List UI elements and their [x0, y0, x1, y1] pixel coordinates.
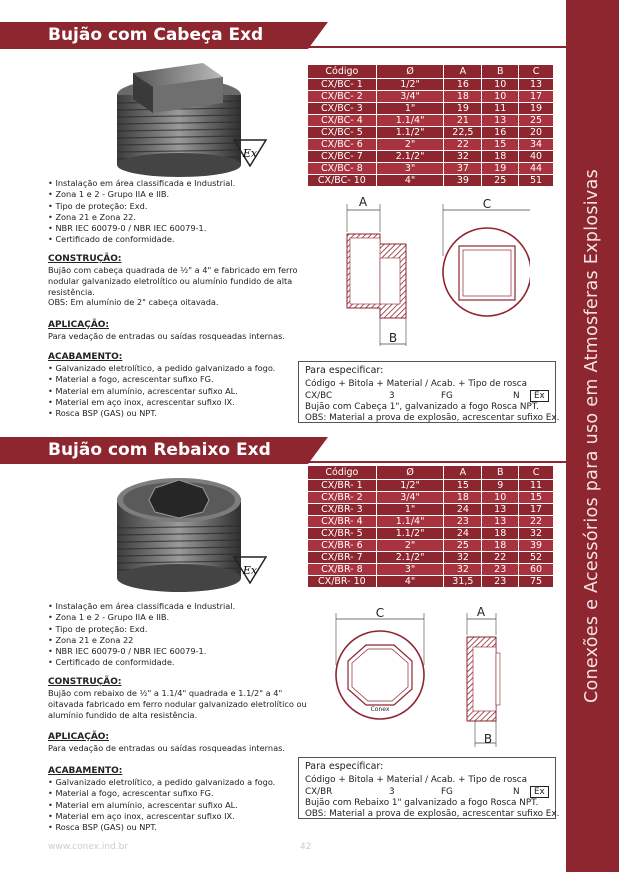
- table-header-row: [308, 65, 554, 79]
- feature-item: • Certificado de conformidade.: [48, 657, 235, 668]
- cell-c: 51: [519, 175, 554, 187]
- table-row: [308, 151, 554, 163]
- feature-item: • Zona 21 e Zona 22: [48, 635, 235, 646]
- cell-c: 17: [519, 504, 554, 516]
- dimension-c-label: C: [375, 606, 385, 620]
- cell-c: 40: [519, 151, 554, 163]
- cell-a: 18: [444, 492, 482, 504]
- table-body: [308, 79, 554, 187]
- table-row: [308, 516, 554, 528]
- header-a: A: [444, 466, 482, 480]
- aplicacao-heading: APLICAÇÃO:: [48, 320, 110, 330]
- cell-b: 19: [482, 163, 519, 175]
- aplicacao-text: Para vedação de entradas ou saídas rosqueadas internas.: [48, 743, 285, 753]
- specification-box: [298, 361, 560, 423]
- header-b: B: [482, 65, 519, 79]
- specify-rosca: N: [513, 787, 520, 797]
- cell-c: 13: [519, 79, 554, 91]
- feature-item: • NBR IEC 60079-0 / NBR IEC 60079-1.: [48, 646, 235, 657]
- cell-c: 22: [519, 516, 554, 528]
- table-header-row: [308, 466, 554, 480]
- table-row: [308, 103, 554, 115]
- table-row: [308, 504, 554, 516]
- cell-a: 24: [444, 504, 482, 516]
- cell-b: 23: [482, 564, 519, 576]
- specify-formula: Código + Bitola + Material / Acab. + Tipo de rosca: [305, 775, 528, 785]
- cell-diameter: 1.1/4": [376, 516, 444, 528]
- page-number: 42: [300, 842, 312, 852]
- dimension-b-label: B: [483, 732, 493, 746]
- specify-material: FG: [441, 787, 453, 797]
- cell-a: 25: [444, 540, 482, 552]
- specify-obs: OBS: Material a prova de explosão, acrescentar sufixo Ex.: [305, 413, 560, 423]
- section-title: Bujão com Cabeça Exd: [48, 25, 264, 45]
- cell-b: 22: [482, 552, 519, 564]
- cell-codigo: CX/BC- 5: [308, 127, 377, 139]
- cell-b: 10: [482, 79, 519, 91]
- acabamento-item: • Material em alumínio, acrescentar sufixo AL.: [48, 386, 275, 397]
- cell-c: 17: [519, 91, 554, 103]
- cell-codigo: CX/BR- 5: [308, 528, 377, 540]
- title-rule: [308, 461, 566, 463]
- table-row: [308, 91, 554, 103]
- cell-a: 24: [444, 528, 482, 540]
- cell-diameter: 3": [376, 564, 444, 576]
- cell-c: 11: [519, 480, 554, 492]
- cell-c: 39: [519, 540, 554, 552]
- cell-diameter: 3/4": [376, 91, 444, 103]
- dimension-c-label: C: [482, 197, 492, 211]
- cell-a: 22: [444, 139, 482, 151]
- cell-a: 31,5: [444, 576, 482, 588]
- cell-b: 25: [482, 175, 519, 187]
- specify-material: FG: [441, 391, 453, 401]
- sidebar-title: Conexões e Acessórios para uso em Atmosferas Explosivas: [582, 168, 602, 704]
- cell-codigo: CX/BR- 2: [308, 492, 377, 504]
- specify-example: Bujão com Cabeça 1", galvanizado a fogo Rosca NPT.: [305, 402, 539, 412]
- cell-codigo: CX/BC- 3: [308, 103, 377, 115]
- cell-diameter: 3/4": [376, 492, 444, 504]
- dimension-b-label: B: [388, 331, 398, 345]
- specification-box: [298, 757, 560, 819]
- specify-heading: Para especificar:: [305, 761, 384, 772]
- cell-codigo: CX/BC- 6: [308, 139, 377, 151]
- construcao-text: Bujão com rebaixo de ½" a 1.1/4" quadrada e 1.1/2" a 4" oitavada fabricado em ferro nodular galvanizado eletrolítico ou alumínio fundido de alta resistência.: [48, 688, 307, 720]
- acabamento-item: • Material a fogo, acrescentar sufixo FG.: [48, 374, 275, 385]
- construcao-heading: CONSTRUÇÃO:: [48, 254, 122, 264]
- cell-a: 39: [444, 175, 482, 187]
- feature-item: • Tipo de proteção: Exd.: [48, 201, 235, 212]
- cell-b: 18: [482, 151, 519, 163]
- cell-a: 37: [444, 163, 482, 175]
- cell-codigo: CX/BC- 8: [308, 163, 377, 175]
- specify-obs: OBS: Material a prova de explosão, acrescentar sufixo Ex.: [305, 809, 560, 819]
- cell-a: 19: [444, 103, 482, 115]
- cell-b: 13: [482, 516, 519, 528]
- table-row: [308, 492, 554, 504]
- acabamento-item: • Galvanizado eletrolítico, a pedido galvanizado a fogo.: [48, 777, 275, 788]
- acabamento-heading: ACABAMENTO:: [48, 352, 123, 362]
- header-codigo: Código: [308, 466, 377, 480]
- cell-codigo: CX/BC- 2: [308, 91, 377, 103]
- header-c: C: [519, 65, 554, 79]
- aplicacao-text: Para vedação de entradas ou saídas rosqueadas internas.: [48, 331, 285, 341]
- features-list: [48, 601, 235, 669]
- drawing-brand-label: Conex: [370, 706, 390, 713]
- svg-text:Ex: Ex: [242, 147, 258, 160]
- technical-drawing: [330, 196, 530, 351]
- acabamento-heading: ACABAMENTO:: [48, 766, 123, 776]
- features-list: [48, 178, 235, 246]
- cell-c: 34: [519, 139, 554, 151]
- feature-item: • Zona 1 e 2 - Grupo IIA e IIB.: [48, 612, 235, 623]
- cell-diameter: 3": [376, 163, 444, 175]
- svg-text:Ex: Ex: [242, 564, 258, 577]
- cell-c: 75: [519, 576, 554, 588]
- cell-a: 32: [444, 552, 482, 564]
- cell-b: 16: [482, 127, 519, 139]
- section-title-bar: [0, 22, 308, 49]
- cell-b: 10: [482, 492, 519, 504]
- header-diameter: Ø: [376, 65, 444, 79]
- feature-item: • NBR IEC 60079-0 / NBR IEC 60079-1.: [48, 223, 235, 234]
- cell-a: 32: [444, 564, 482, 576]
- specify-code: CX/BR: [305, 787, 333, 797]
- table-row: [308, 79, 554, 91]
- dimension-a-label: A: [358, 196, 368, 209]
- cell-b: 15: [482, 139, 519, 151]
- table-row: [308, 163, 554, 175]
- cell-diameter: 1.1/2": [376, 127, 444, 139]
- table-row: [308, 175, 554, 187]
- footer-url: www.conex.ind.br: [48, 842, 129, 852]
- table-row: [308, 552, 554, 564]
- header-a: A: [444, 65, 482, 79]
- cell-diameter: 4": [376, 576, 444, 588]
- cell-a: 16: [444, 79, 482, 91]
- acabamento-item: • Rosca BSP (GAS) ou NPT.: [48, 408, 275, 419]
- cell-codigo: CX/BR- 10: [308, 576, 377, 588]
- cell-diameter: 4": [376, 175, 444, 187]
- specify-formula: Código + Bitola + Material / Acab. + Tipo de rosca: [305, 379, 528, 389]
- cell-b: 9: [482, 480, 519, 492]
- cell-c: 52: [519, 552, 554, 564]
- construcao-text: Bujão com cabeça quadrada de ½" a 4" e fabricado em ferro nodular galvanizado eletrolítico ou alumínio fundido de alta resistência.: [48, 265, 298, 297]
- cell-a: 32: [444, 151, 482, 163]
- feature-item: • Certificado de conformidade.: [48, 234, 235, 245]
- title-rule: [308, 46, 566, 48]
- cell-diameter: 1/2": [376, 480, 444, 492]
- specify-example: Bujão com Rebaixo 1" galvanizado a fogo Rosca NPT.: [305, 798, 539, 808]
- cell-codigo: CX/BC- 7: [308, 151, 377, 163]
- table-row: [308, 127, 554, 139]
- acabamento-item: • Material em alumínio, acrescentar sufixo AL.: [48, 800, 275, 811]
- cell-codigo: CX/BR- 3: [308, 504, 377, 516]
- table-body: [308, 480, 554, 588]
- cell-c: 32: [519, 528, 554, 540]
- cell-b: 18: [482, 540, 519, 552]
- cell-codigo: CX/BR- 8: [308, 564, 377, 576]
- cell-codigo: CX/BR- 7: [308, 552, 377, 564]
- table-row: [308, 540, 554, 552]
- cell-c: 19: [519, 103, 554, 115]
- specify-bitola: 3: [389, 787, 395, 797]
- technical-drawing: [330, 605, 530, 750]
- acabamento-list: [48, 777, 275, 833]
- cell-codigo: CX/BR- 6: [308, 540, 377, 552]
- acabamento-item: • Material a fogo, acrescentar sufixo FG.: [48, 788, 275, 799]
- cell-diameter: 2.1/2": [376, 552, 444, 564]
- acabamento-item: • Material em aço inox, acrescentar sufixo IX.: [48, 811, 275, 822]
- feature-item: • Zona 21 e Zona 22.: [48, 212, 235, 223]
- cell-b: 23: [482, 576, 519, 588]
- cell-diameter: 2.1/2": [376, 151, 444, 163]
- feature-item: • Instalação em área classificada e Industrial.: [48, 178, 235, 189]
- specify-heading: Para especificar:: [305, 365, 384, 376]
- cell-a: 15: [444, 480, 482, 492]
- construcao-heading: CONSTRUÇÃO:: [48, 677, 122, 687]
- dimensions-table: [307, 64, 554, 187]
- table-row: [308, 139, 554, 151]
- header-diameter: Ø: [376, 466, 444, 480]
- cell-b: 11: [482, 103, 519, 115]
- feature-item: • Instalação em área classificada e Industrial.: [48, 601, 235, 612]
- table-row: [308, 480, 554, 492]
- acabamento-item: • Rosca BSP (GAS) ou NPT.: [48, 822, 275, 833]
- cell-codigo: CX/BR- 4: [308, 516, 377, 528]
- specify-ex-box: Ex: [530, 786, 549, 798]
- cell-b: 18: [482, 528, 519, 540]
- specify-bitola: 3: [389, 391, 395, 401]
- cell-a: 23: [444, 516, 482, 528]
- cell-b: 13: [482, 504, 519, 516]
- cell-c: 44: [519, 163, 554, 175]
- cell-diameter: 1.1/4": [376, 115, 444, 127]
- header-codigo: Código: [308, 65, 377, 79]
- table-row: [308, 115, 554, 127]
- cell-diameter: 1": [376, 504, 444, 516]
- specify-ex-box: Ex: [530, 390, 549, 402]
- feature-item: • Tipo de proteção: Exd.: [48, 624, 235, 635]
- cell-c: 20: [519, 127, 554, 139]
- cell-diameter: 1.1/2": [376, 528, 444, 540]
- feature-item: • Zona 1 e 2 - Grupo IIA e IIB.: [48, 189, 235, 200]
- section-title: Bujão com Rebaixo Exd: [48, 440, 271, 460]
- acabamento-list: [48, 363, 275, 419]
- cell-diameter: 1": [376, 103, 444, 115]
- cell-codigo: CX/BC- 4: [308, 115, 377, 127]
- specify-rosca: N: [513, 391, 520, 401]
- cell-diameter: 2": [376, 139, 444, 151]
- ex-certification-icon: [233, 139, 267, 167]
- acabamento-item: • Galvanizado eletrolítico, a pedido galvanizado a fogo.: [48, 363, 275, 374]
- aplicacao-heading: APLICAÇÃO:: [48, 732, 110, 742]
- cell-diameter: 1/2": [376, 79, 444, 91]
- dimension-a-label: A: [476, 605, 486, 619]
- cell-a: 22,5: [444, 127, 482, 139]
- cell-codigo: CX/BC- 10: [308, 175, 377, 187]
- table-row: [308, 576, 554, 588]
- header-c: C: [519, 466, 554, 480]
- ex-certification-icon: [233, 556, 267, 584]
- table-row: [308, 528, 554, 540]
- construcao-obs: OBS: Em alumínio de 2" cabeça oitavada.: [48, 297, 219, 307]
- header-b: B: [482, 466, 519, 480]
- cell-c: 60: [519, 564, 554, 576]
- cell-a: 18: [444, 91, 482, 103]
- cell-c: 25: [519, 115, 554, 127]
- dimensions-table: [307, 465, 554, 588]
- cell-diameter: 2": [376, 540, 444, 552]
- cell-codigo: CX/BC- 1: [308, 79, 377, 91]
- cell-a: 21: [444, 115, 482, 127]
- cell-codigo: CX/BR- 1: [308, 480, 377, 492]
- table-row: [308, 564, 554, 576]
- specify-code: CX/BC: [305, 391, 333, 401]
- cell-b: 13: [482, 115, 519, 127]
- cell-b: 10: [482, 91, 519, 103]
- cell-c: 15: [519, 492, 554, 504]
- section-title-bar: [0, 437, 308, 464]
- acabamento-item: • Material em aço inox, acrescentar sufixo IX.: [48, 397, 275, 408]
